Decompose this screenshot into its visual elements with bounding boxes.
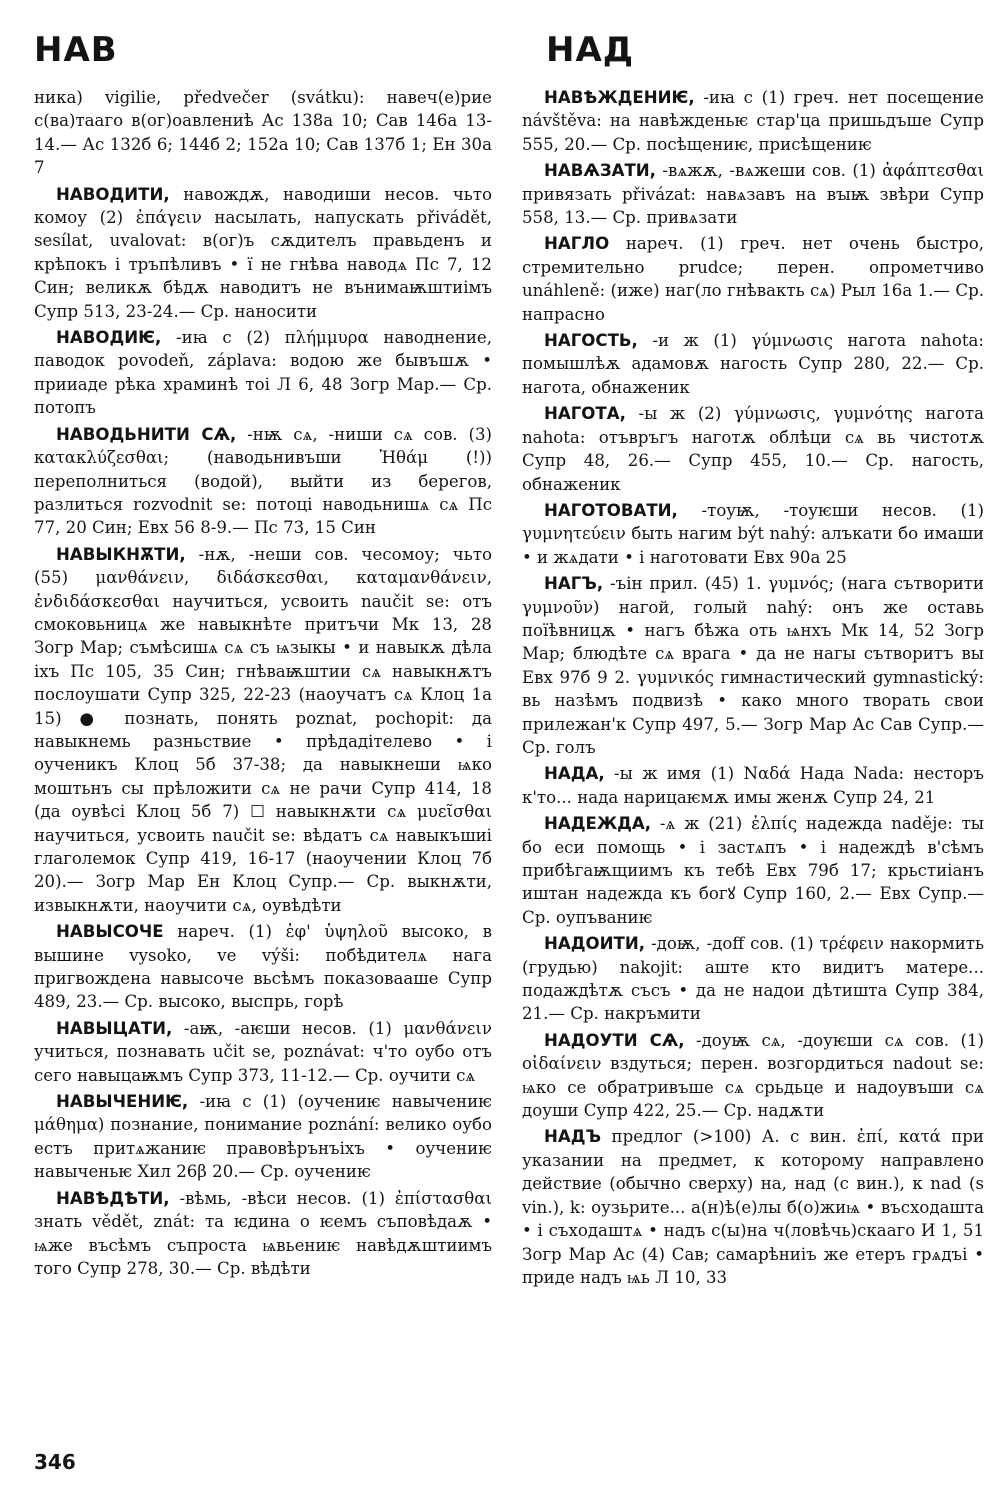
dictionary-entry: [522, 572, 984, 759]
entry-text: -доѭ, -дoff сов. (1) τρέφειν накормить (грудью) nakojit: аште кто видитъ матере... подаждѣтѫ съсъ • да не надои дѣтишта Супр 384, 21.— Ср. накръмити: [522, 934, 984, 1024]
dictionary-entry: [34, 326, 492, 420]
entry-headword: НАДОУТИ СѦ,: [544, 1030, 685, 1050]
entry-headword: НАВОДИТИ,: [56, 184, 170, 204]
dictionary-entry: [522, 232, 984, 326]
dictionary-entry: [34, 1017, 492, 1087]
entry-headword: НАГОТОВАТИ,: [544, 500, 678, 520]
dictionary-entry: [34, 1090, 492, 1184]
dictionary-entry: [522, 329, 984, 399]
entry-headword: НАВЫКНѪТИ,: [56, 544, 186, 564]
entry-text: навождѫ, наводиши несов. чьто комоу (2) ἐπάγειν насылать, напускать přivádět, sesílat, uvalovat: в(ог)ъ сѫдителъ правьденъ и крѣпокъ і тръпѣливъ • ї не гнѣва наводѧ Пс 7, 12 Син; великѫ бѣдѫ наводитъ не вънимаѭштиімъ Супр 513, 23-24.— Ср. наносити: [34, 184, 493, 321]
entry-headword: НАДОИТИ,: [544, 934, 646, 954]
dictionary-entry: [522, 812, 984, 929]
entry-headword: НАВѦЗАТИ,: [544, 161, 656, 181]
running-head-right: НАД: [546, 30, 635, 70]
entry-headword: НАВЫЦАТИ,: [56, 1018, 173, 1038]
dictionary-entry: [522, 1125, 984, 1289]
entry-headword: НАГОТА,: [544, 404, 626, 424]
entry-headword: НАВЫЧЕНИѤ,: [56, 1092, 189, 1112]
dictionary-entry: [34, 920, 492, 1014]
entry-text: ника) vigilie, předvečer (svátku): навеч(е)рие с(ва)таагo в(ог)оавлениѣ Ас 138а 10; Сав 146а 13-14.— Ас 132б 6; 144б 2; 152а 10; Сав 137б 1; Ен 30а 7: [34, 88, 492, 178]
dictionary-entry: [34, 183, 492, 323]
left-column: [34, 86, 492, 1283]
right-column: [522, 86, 984, 1292]
dictionary-entry: [522, 159, 984, 229]
entry-text: -ы ж (2) γύμνωσις, γυμνότης нагота nahota: отъвръгъ наготѫ облѣци сѧ вь чистотѫ Супр 48, 26.— Супр 455, 10.— Ср. нагость, обнаженик: [522, 404, 984, 494]
entry-headword: НАГОСТЬ,: [544, 331, 638, 351]
dictionary-entry: [522, 402, 984, 496]
entry-text: нареч. (1) ἐφ' ὑψηλοῦ высоко, в вышине vysoko, ve výši: побѣдителѧ нага пригвождена навысоче вьсѣмъ показовааше Супр 489, 23.— Ср. высоко, выспрь, горѣ: [34, 922, 492, 1012]
dictionary-entry: [34, 543, 492, 918]
dictionary-entry: [522, 86, 984, 156]
entry-text: -тоуѭ, -тоуѥши несов. (1) γυμνητεύειν быть нагим být nahý: алъкати бо имаши • и жѧдати • і наготовати Евх 90а 25: [522, 500, 984, 567]
entry-text: -и ж (1) γύμνωσις нагота nahota: помышлѣѫ адамовѫ нагость Супр 280, 22.— Ср. нагота, обнаженик: [522, 331, 984, 397]
entry-text: -иꙗ с (2) πλήμμυρα наводнение, паводок povodeň, záplava: водою же бывъшѫ • прииаде рѣка храминѣ тоі Л 6, 48 Зогр Мар.— Ср. потопъ: [34, 328, 493, 418]
dictionary-entry: [522, 499, 984, 569]
entry-headword: НАВѢЖДЕНИѤ,: [544, 88, 695, 107]
dictionary-entry: [34, 86, 492, 180]
dictionary-entry: [522, 1029, 984, 1123]
page-number: 346: [34, 1450, 76, 1474]
entry-text: -иꙗ с (1) (оучениѥ навычениѥ μάθημα) познание, понимание poznání: велико оубо естъ притѧжаниѥ правовѣрънъіхъ • оучениѥ навыченьѥ Хил 26β 20.— Ср. оучениѥ: [34, 1092, 492, 1182]
entry-text: -вѧжѫ, -вѧжеши сов. (1) ἀφάπτεσθαι привязать přivázat: навѧзавъ на вꙑѭ звѣри Супр 558, 13.— Ср. привѧзати: [522, 161, 984, 228]
entry-text: -ъін прил. (45) 1. γυμνός; (нага сътворити γυμνοῦν) нагой, голый nahý: онъ же оставь поїѣвницѫ • нагъ бѣжа оть ѩнхъ Мк 14, 52 Зогр Мар; блюдѣте сѧ врага • да не нагы сътворитъ вы Евх 97б 9 2. γυμνικός гимнастический gymnastický: вь назѣмъ подвизѣ • како много творать свои прилежан'к Супр 497, 5.— Зогр Мар Ас Сав Супр.— Ср. голъ: [522, 574, 984, 757]
running-head-left: НАВ: [34, 30, 118, 70]
entry-text: -доуѭ сѧ, -доуѥши сѧ сов. (1) οἰδαίνειν вздуться; перен. возгордиться nadout se: ѩко се обратривъше сѧ срьдьце и надоувъши сѧ доуши Супр 422, 25.— Ср. надѫти: [522, 1030, 984, 1121]
entry-text: -нѫ, -неши сов. чесомоу; чьто (55) μανθάνειν, διδάσκεσθαι, καταμανθάνειν, ἐνδιδάσκεσθαι научиться, усвоить naučit se: отъ смоковьницѧ же навыкнѣте притъчи Мк 13, 28 Зогр Мар; съмѣсишѧ сѧ съ ѩзыкы • и навыкѫ дѣла іхъ Пс 105, 35 Син; гнѣваѭштии сѧ навыкнѫтъ послоушати Супр 325, 22-23 (наоучатъ сѧ Клоц 1а 15) ● познать, понять poznat, pochopit: да навыкнемь разньствие • прѣдадітелево • і оученикъ Клоц 5б 37-38; да навыкнеши ѩко моштьнъ сы прѣложити сѧ не рачи Супр 414, 18 (да оувѣсі Клоц 5б 7) ☐ навыкнѫти сѧ μυεῖσθαι научиться, усвоить naučit se: вѣдатъ сѧ навыкъшиі глаголемок Супр 419, 16-17 (наоучении Клоц 7б 20).— Зогр Мар Ен Клоц Супр.— Ср. выкнѫти, извыкнѫти, наоучити сѧ, оувѣдѣти: [34, 544, 492, 915]
entry-headword: НАДЪ: [544, 1127, 602, 1147]
dictionary-entry: [522, 762, 984, 809]
dictionary-entry: [34, 1187, 492, 1281]
entry-headword: НАВОДИѤ,: [56, 328, 162, 348]
entry-headword: НАГЪ,: [544, 574, 604, 594]
entry-text: -ы ж имя (1) Ναδά Нада Nada: несторъ к'то... нада нарицаѥмѫ имы женѫ Супр 24, 21: [522, 764, 984, 807]
entry-text: предлог (>100) А. с вин. ἐπί, κατά при указании на предмет, к которому направлено действие (обычно сверху) на, над (с вин.), к nad (s vin.), k: оузьрите... а(н)ѣ(е)лы б(о)жиѩ • въсходашта • і съходаштѧ • надъ с(ы)на ч(ловѣчь)скааго И 1, 51 Зогр Мар Ас (4) Сав; самарѣниіъ же етеръ грѧдъі • приде надъ ѩь Л 10, 33: [522, 1127, 984, 1287]
entry-text: -иꙗ с (1) греч. нет посещение návštěva: на навѣжденьѥ стар'ца пришьдъше Супр 555, 20.— Ср. посѣщениѥ, присѣщениѥ: [522, 88, 984, 154]
entry-headword: НАВЫСОЧЕ: [56, 922, 164, 942]
dictionary-entry: [522, 932, 984, 1026]
entry-headword: НАВѢДѢТИ,: [56, 1188, 170, 1208]
entry-headword: НАДЕЖДА,: [544, 814, 652, 834]
entry-text: -ѧ ж (21) ἐλπίς надежда naděje: ты бо еси помощь • і застѧпъ • і надеждѣ в'сѣмъ прибѣгаѭщиимъ къ тебѣ Евх 79б 17; крьстиіанъ иштан надежда къ богꙋ Супр 160, 2.— Евх Супр.— Ср. оупъваниѥ: [522, 814, 985, 927]
entry-headword: НАДА,: [544, 764, 605, 784]
entry-text: нареч. (1) греч. нет очень быстро, стремительно prudce; перен. опрометчиво unáhleně: (иже) наг(ло гнѣвакть сѧ) Рыл 16а 1.— Ср. напрасно: [522, 234, 984, 324]
entry-text: -нѭ сѧ, -ниши сѧ сов. (3) κατακλύζεσθαι; (наводьнивъши Ἠθάμ (!)) переполниться (водой), выйти из берегов, разлиться rozvodnit se: потоці наводьнишѧ сѧ Пс 77, 20 Син; Евх 56 8-9.— Пс 73, 15 Син: [34, 424, 493, 538]
entry-headword: НАВОДЬНИТИ СѦ,: [56, 424, 237, 444]
entry-text: -вѣмь, -вѣси несов. (1) ἐπίστασθαι знать vědět, znát: та ѥдина о ѥемъ съповѣдаѫ • ѩже въсѣмъ съпроста ѩвьениѥ навѣдѫштиимъ того Супр 278, 30.— Ср. вѣдѣти: [34, 1188, 492, 1278]
entry-text: -аѭ, -аѥши несов. (1) μανθάνειν учиться, познавать učit se, poznávat: ч'то оубо отъ сего навыцаѭмъ Супр 373, 11-12.— Ср. оучити сѧ: [34, 1018, 492, 1085]
entry-headword: НАГЛО: [544, 234, 610, 254]
dictionary-entry: [34, 423, 492, 540]
